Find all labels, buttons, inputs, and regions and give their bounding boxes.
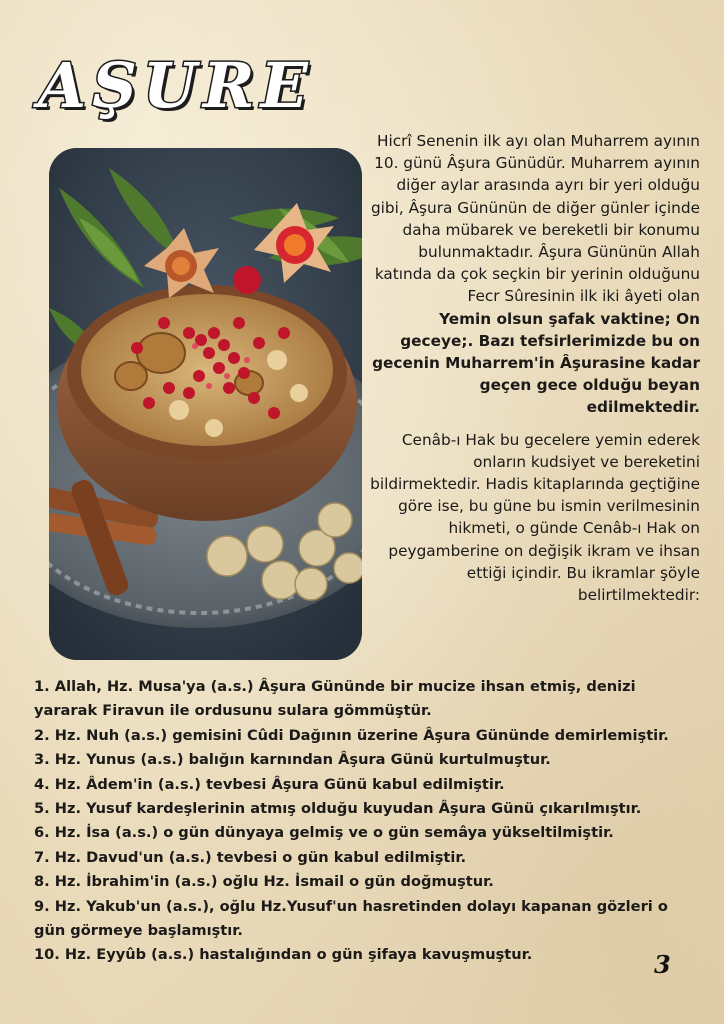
intro-text (370, 130, 700, 606)
list-item: 3. Hz. Yunus (a.s.) balığın karnından Âşura Günü kurtulmuştur. (34, 751, 551, 769)
intro-paragraph-2: Cenâb-ı Hak bu gecelere yemin ederek onların kudsiyet ve bereketini bildirmektedir. Hadis kitaplarında geçtiğine göre ise, bu güne bu ismin verilmesinin hikmeti, o günde Cenâb-ı Hak on peygamberine on değişik ikram ve ihsan ettiği içindir. Bu ikramlar şöyle belirtilmektedir: (370, 430, 700, 605)
list-item: 9. Hz. Yakub'un (a.s.), oğlu Hz.Yusuf'un hasretinden dolayı kapanan gözleri o gün görmeye başlamıştır. (34, 897, 668, 940)
list-item: 2. Hz. Nuh (a.s.) gemisini Cûdi Dağının üzerine Âşura Gününde demirlemiştir. (34, 726, 669, 744)
ikramlar-list (34, 675, 694, 968)
list-item: 7. Hz. Davud'un (a.s.) tevbesi o gün kabul edilmiştir. (34, 848, 467, 866)
list-item: 5. Hz. Yusuf kardeşlerinin atmış olduğu kuyudan Âşura Günü çıkarılmıştır. (34, 800, 642, 818)
list-item: 8. Hz. İbrahim'in (a.s.) oğlu Hz. İsmail o gün doğmuştur. (34, 873, 494, 891)
list-item: 10. Hz. Eyyûb (a.s.) hastalığından o gün şifaya kavuşmuştur. (34, 946, 533, 964)
asure-bowl-photo (49, 148, 362, 660)
page-title: AŞURE (38, 49, 314, 122)
intro-paragraph-1: Hicrî Senenin ilk ayı olan Muharrem ayının 10. günü Âşura Günüdür. Muharrem ayının diğer aylar arasında ayrı bir yeri olduğu gibi, Âşura Gününün de diğer günler içinde daha mübarek ve bereketli bir konumu bulunmaktadır. Âşura Gününün Allah katında da çok seçkin bir yerinin olduğunu Fecr Sûresinin ilk iki âyeti olan (370, 132, 700, 306)
list-item: 4. Hz. Âdem'in (a.s.) tevbesi Âşura Günü kabul edilmiştir. (34, 775, 505, 793)
list-item: 1. Allah, Hz. Musa'ya (a.s.) Âşura Gününde bir mucize ihsan etmiş, denizi yararak Firavun ile ordusunu sulara gömmüştür. (34, 678, 636, 720)
page-number: 3 (654, 950, 671, 979)
list-item: 6. Hz. İsa (a.s.) o gün dünyaya gelmiş ve o gün semâya yükseltilmiştir. (34, 824, 614, 842)
asure-bowl-photo-icon (49, 148, 362, 660)
intro-paragraph-1-bold: Yemin olsun şafak vaktine; On geceye;. Bazı tefsirlerimizde bu on gecenin Muharrem'in Âşurasine kadar geçen gece olduğu beyan edilmektedir. (372, 309, 700, 417)
